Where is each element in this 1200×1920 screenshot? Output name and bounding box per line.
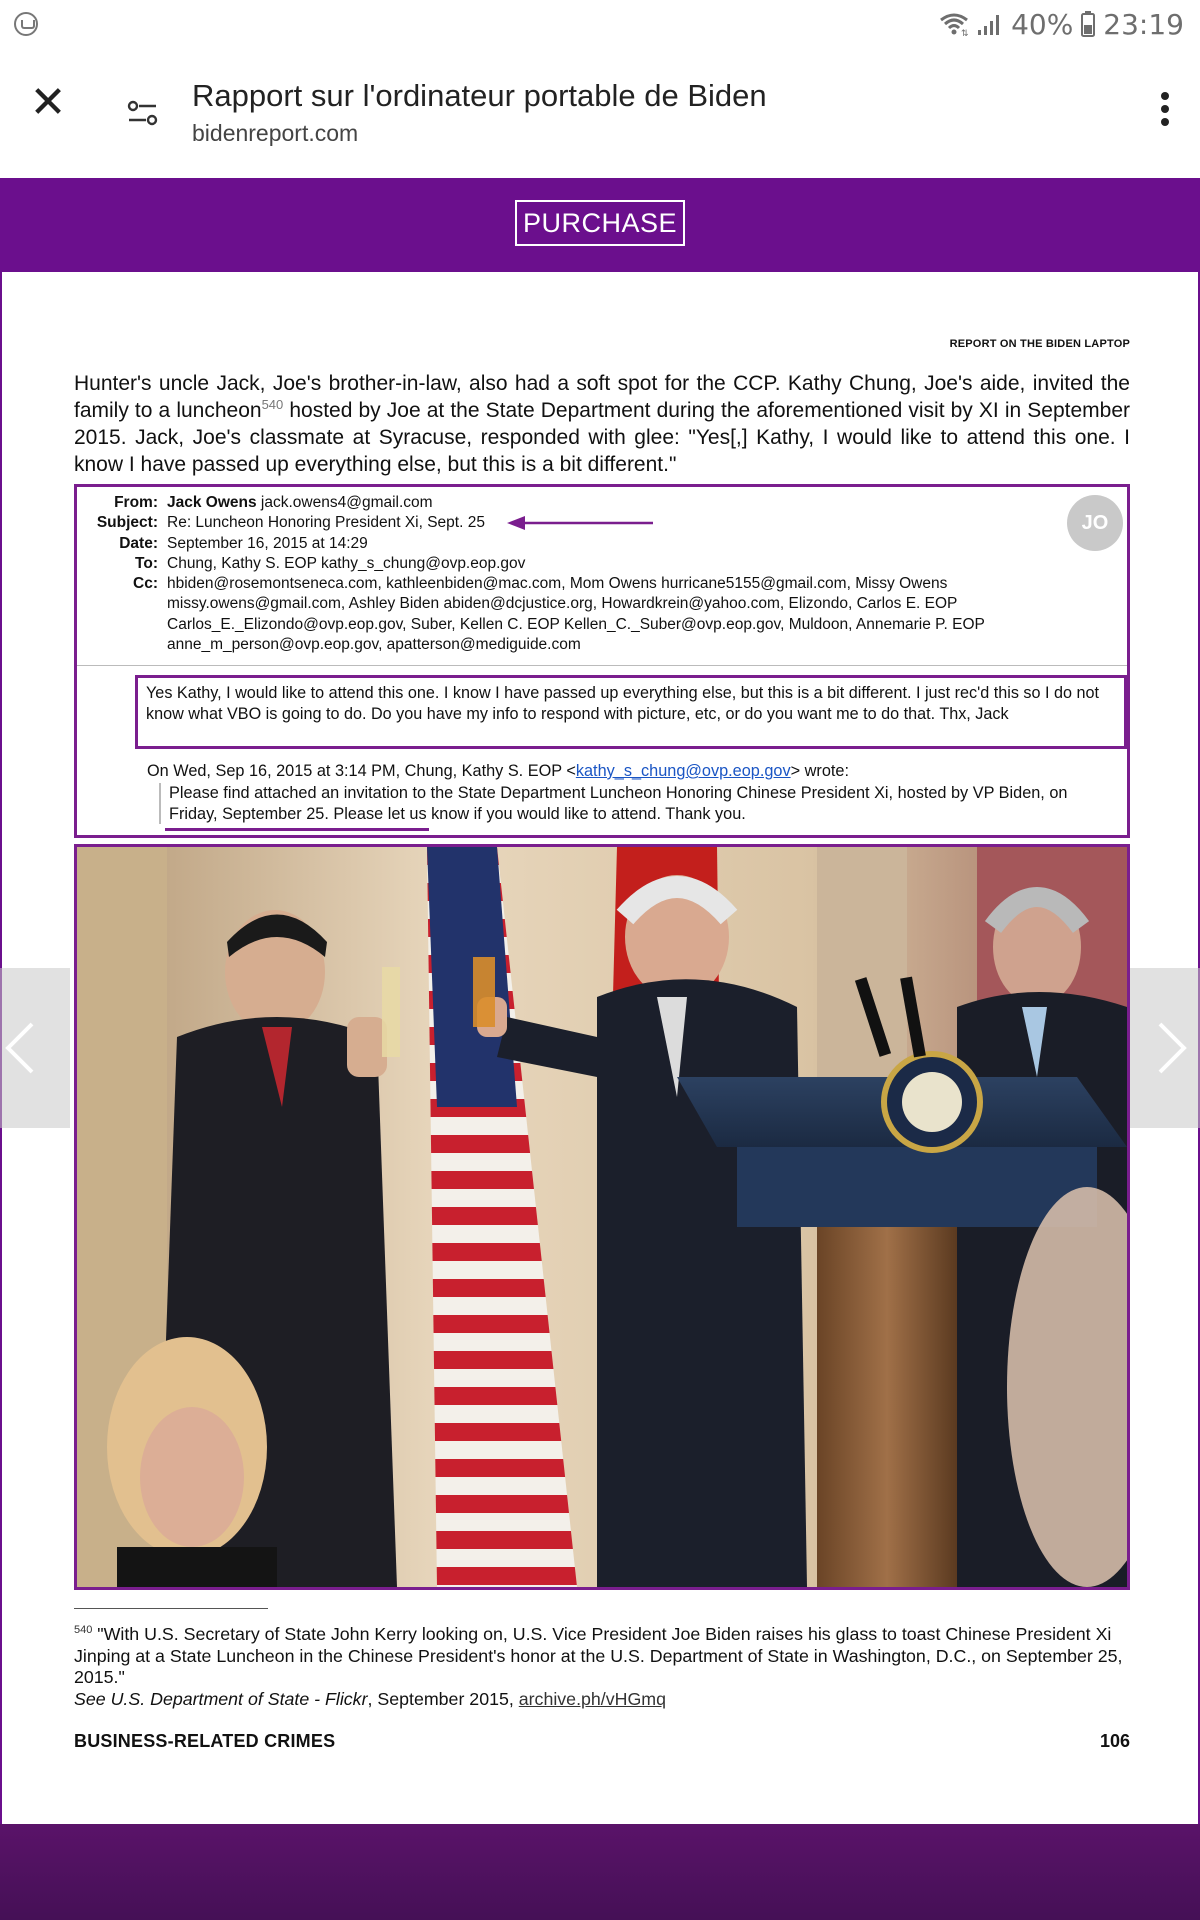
more-vert-icon[interactable] — [1158, 92, 1172, 132]
intro-paragraph — [74, 370, 1130, 478]
archive-link[interactable]: archive.ph/vHGmq — [518, 1688, 666, 1709]
wifi-icon — [939, 12, 969, 36]
from-label: From: — [114, 494, 158, 511]
footnote — [74, 1624, 1130, 1710]
purchase-button[interactable]: PURCHASE — [515, 200, 685, 246]
footnote-ref: 540 — [261, 397, 284, 412]
quoted-intro — [147, 762, 849, 781]
close-icon[interactable]: ✕ — [29, 77, 67, 128]
battery-icon — [1081, 11, 1095, 37]
chevron-right-icon — [1152, 1022, 1192, 1074]
reply-highlight-box: Yes Kathy, I would like to attend this one. I know I have passed up everything else, but this is a bit different. I just rec'd this so I do not know what VBO is going to do. Do you have my info to respond with picture, etc, or do you want me to do that. Thx, Jack — [135, 675, 1127, 749]
footnote-source-text: , September 2015, — [367, 1688, 519, 1709]
cc-row — [87, 574, 1047, 655]
avatar: JO — [1067, 495, 1123, 551]
cc-value — [167, 574, 1047, 655]
title-block — [192, 78, 1072, 147]
from-email: jack.owens4@gmail.com — [260, 494, 433, 511]
section-footer: BUSINESS-RELATED CRIMES — [74, 1731, 336, 1751]
cc-label: Cc: — [133, 575, 158, 593]
event-photo-illustration — [77, 847, 1127, 1587]
status-indicators — [939, 8, 1184, 40]
from-row — [87, 493, 1047, 513]
highlight-underline — [165, 828, 429, 831]
footnote-source-italic: See U.S. Department of State - Flickr — [74, 1688, 368, 1709]
email-screenshot — [74, 484, 1130, 838]
from-name: Jack Owens — [167, 494, 257, 511]
footnote-rule — [74, 1608, 268, 1609]
prev-page-button[interactable] — [0, 968, 70, 1128]
date-row — [87, 534, 1047, 554]
to-value: Chung, Kathy S. EOP kathy_s_chung@ovp.eop.gov — [167, 554, 526, 572]
status-bar — [0, 0, 1200, 48]
quoted-intro-text: On Wed, Sep 16, 2015 at 3:14 PM, Chung, Kathy S. EOP < — [147, 762, 576, 780]
intro-text-2: hosted by Joe at the State Department during the aforementioned visit by XI in September 2015. Jack, Joe's classmate at Syracuse, responded with glee: "Yes[,] Kathy, I would like to attend this one. I know I have passed up everything else, but this is a bit different." — [74, 399, 1130, 476]
footnote-source — [74, 1689, 1130, 1711]
event-photo — [74, 844, 1130, 1590]
subject-label: Subject: — [96, 514, 158, 532]
to-label: To: — [135, 554, 158, 572]
purchase-banner — [0, 178, 1200, 272]
next-page-button[interactable] — [1130, 968, 1200, 1128]
to-row — [87, 554, 1047, 574]
date-label: Date: — [119, 534, 158, 552]
svg-text:⇅: ⇅ — [961, 29, 969, 36]
chevron-left-icon — [0, 1022, 40, 1074]
custom-tab-toolbar — [0, 48, 1200, 178]
quoted-message: Please find attached an invitation to the State Department Luncheon Honoring Chinese President Xi, hosted by VP Biden, on Friday, September 25. Please let us know if you would like to attend. Thank you. — [159, 783, 1089, 824]
site-settings-icon[interactable] — [126, 96, 160, 130]
divider — [77, 665, 1127, 666]
page-number: 106 — [1099, 1731, 1130, 1751]
signal-icon — [977, 12, 1003, 36]
footnote-number: 540 — [74, 1624, 93, 1637]
page-url: bidenreport.com — [192, 120, 359, 146]
page-title: Rapport sur l'ordinateur portable de Biden — [192, 78, 767, 113]
subject-value: Re: Luncheon Honoring President Xi, Sept. 25 — [167, 514, 485, 532]
cc-line: hbiden@rosemontseneca.com, kathleenbiden@mac.com, Mom Owens hurricane5155@gmail.com, Missy Owens — [167, 575, 948, 593]
bottom-banner — [0, 1824, 1200, 1920]
document-viewer — [0, 272, 1200, 1824]
running-header: REPORT ON THE BIDEN LAPTOP — [949, 338, 1130, 350]
footnote-quote — [74, 1624, 1130, 1689]
cc-line: Carlos_E._Elizondo@ovp.eop.gov, Suber, Kellen C. EOP Kellen_C._Suber@ovp.eop.gov, Muldoon, Annemarie P. EOP — [167, 615, 985, 633]
cc-line: missy.owens@gmail.com, Ashley Biden abiden@dcjustice.org, Howardkrein@yahoo.com, Elizondo, Carlos E. EOP — [167, 595, 958, 613]
arrow-left-icon — [507, 515, 655, 531]
clock: 23:19 — [1103, 7, 1184, 41]
footnote-text: "With U.S. Secretary of State John Kerry looking on, U.S. Vice President Joe Biden raises his glass to toast Chinese President Xi Jinping at a State Luncheon in the Chinese President's honor at the U.S. Department of State in Washington, D.C., on September 25, 2015." — [74, 1624, 1123, 1687]
notification-icon — [14, 12, 38, 36]
quoted-email-link[interactable]: kathy_s_chung@ovp.eop.gov — [575, 762, 791, 780]
intro-text-1: Hunter's uncle Jack, Joe's brother-in-law, also had a soft spot for the CCP. Kathy Chung, Joe's aide, invited the family to a luncheon — [74, 372, 1130, 422]
quoted-intro-suffix: > wrote: — [790, 762, 849, 780]
battery-percent: 40% — [1011, 7, 1074, 41]
date-value: September 16, 2015 at 14:29 — [167, 534, 368, 552]
cc-line: anne_m_person@ovp.eop.gov, apatterson@mediguide.com — [167, 636, 581, 654]
